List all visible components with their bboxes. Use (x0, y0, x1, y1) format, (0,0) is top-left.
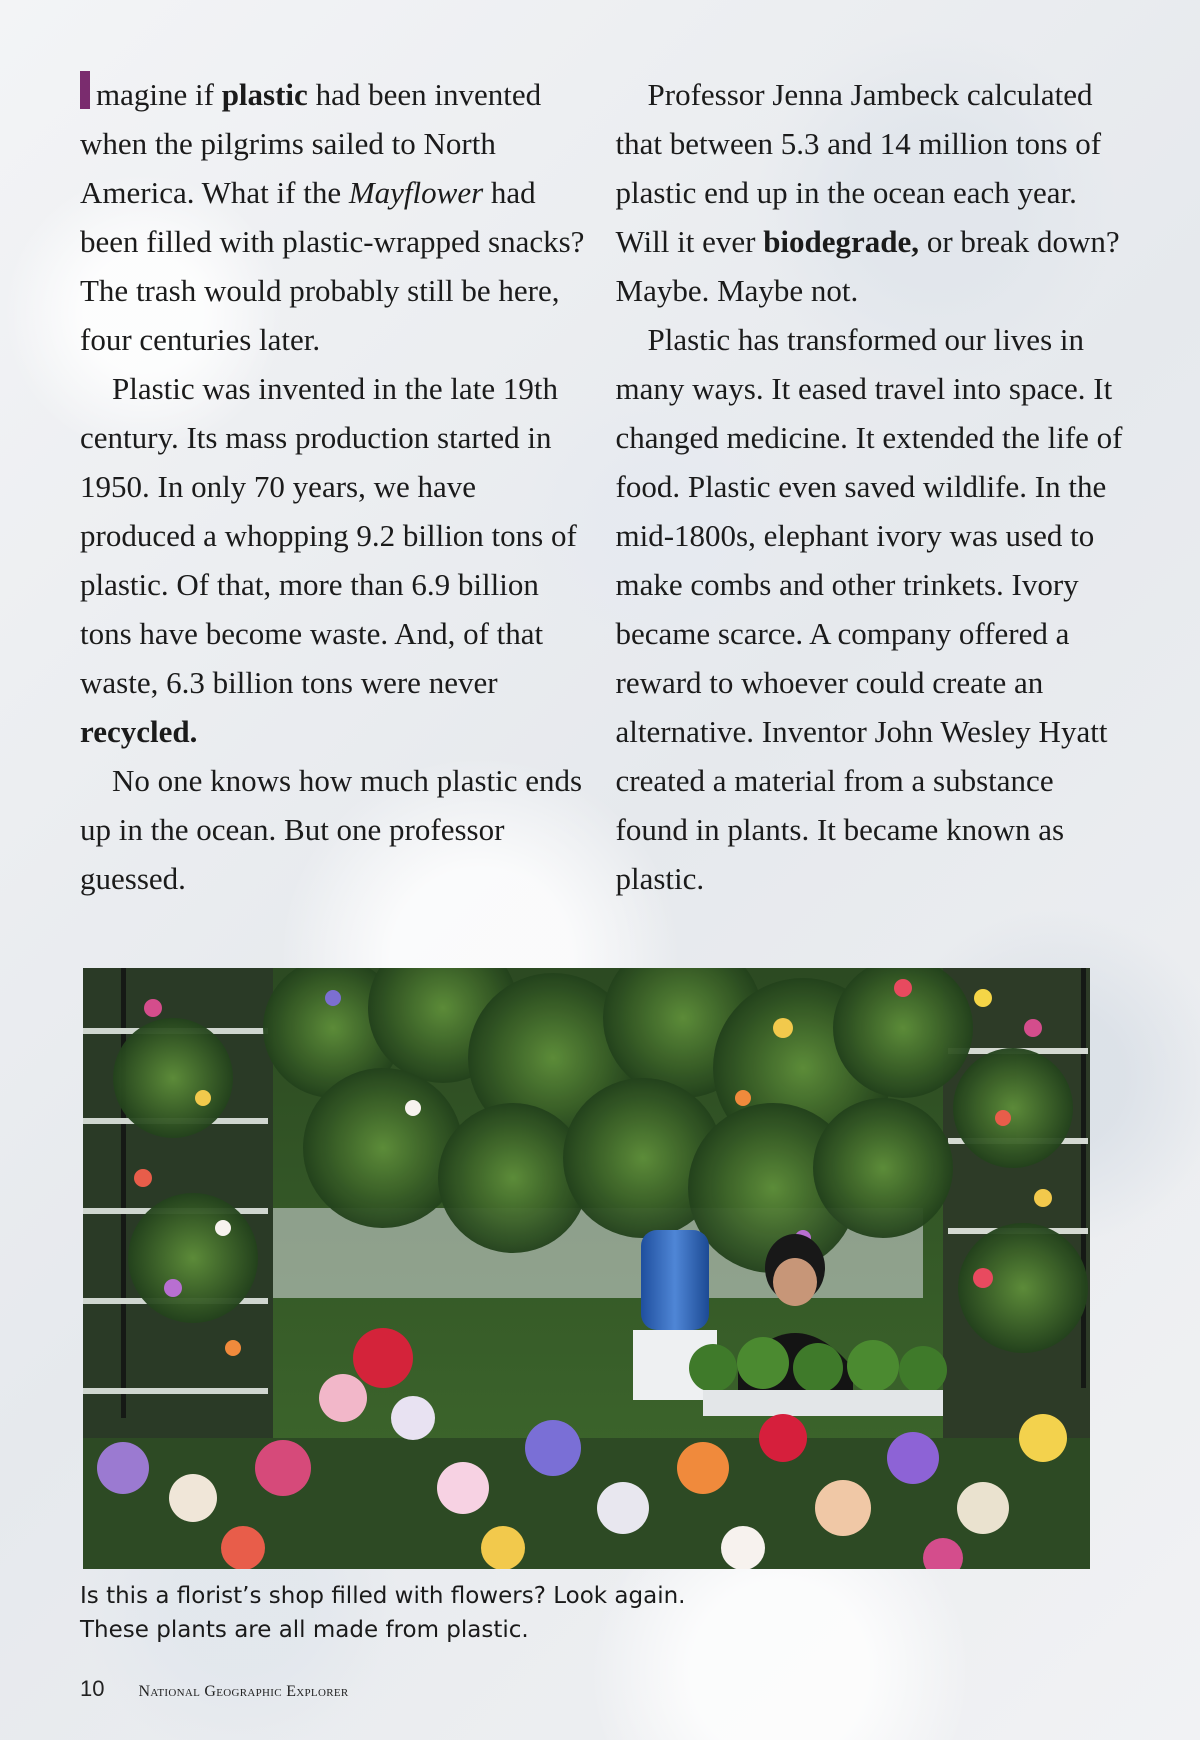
page-footer (80, 1676, 349, 1702)
keyword-plastic: plastic (221, 77, 308, 112)
plastic-flower-shop-photo (83, 968, 1090, 1569)
paragraph-plastic-benefits: Plastic has transformed our lives in many ways. It eased travel into space. It changed medicine. It extended the life of food. Plastic even saved wildlife. In the mid-1800s, elephant ivory was used to make combs and other trinkets. Ivory became scarce. A company offered a reward to whoever could create an alternative. Inventor John Wesley Hyatt created a material from a substance found in plants. It became known as plastic. (615, 322, 1123, 896)
keyword-biodegrade: biodegrade, (763, 224, 920, 259)
left-column (80, 70, 590, 903)
drop-cap-marker (80, 71, 90, 109)
ship-name: Mayflower (348, 175, 484, 210)
page-number: 10 (80, 1676, 105, 1701)
caption-line-1: Is this a florist’s shop filled with flowers? Look again. (80, 1583, 686, 1609)
article-columns (80, 70, 1125, 903)
paragraph-plastic-pilgrims: magine if plastic had been invented when the pilgrims sailed to North America. What if the Mayflower had been filled with plastic-wrapped snacks? The trash would probably still be here, four centuries later. (80, 70, 590, 364)
right-column (616, 70, 1126, 903)
paragraph-jambeck: Professor Jenna Jambeck calculated that between 5.3 and 14 million tons of plastic end up in the ocean each year. Will it ever biodegrade, or break down? Maybe. Maybe not. (615, 77, 1120, 308)
keyword-recycled: recycled. (80, 714, 198, 749)
publication-name: National Geographic Explorer (138, 1683, 349, 1700)
caption-line-2: These plants are all made from plastic. (80, 1617, 529, 1643)
paragraph-plastic-history: Plastic was invented in the late 19th century. Its mass production started in 1950. In only 70 years, we have produced a whopping 9.2 billion tons of plastic. Of that, more than 6.9 billion tons have become waste. And, of that waste, 6.3 billion tons were never recycled. (80, 371, 577, 749)
photo-caption (80, 1579, 1080, 1647)
photo-illustration (83, 968, 1090, 1569)
paragraph-ocean-plastic: No one knows how much plastic ends up in the ocean. But one professor guessed. (80, 763, 583, 896)
